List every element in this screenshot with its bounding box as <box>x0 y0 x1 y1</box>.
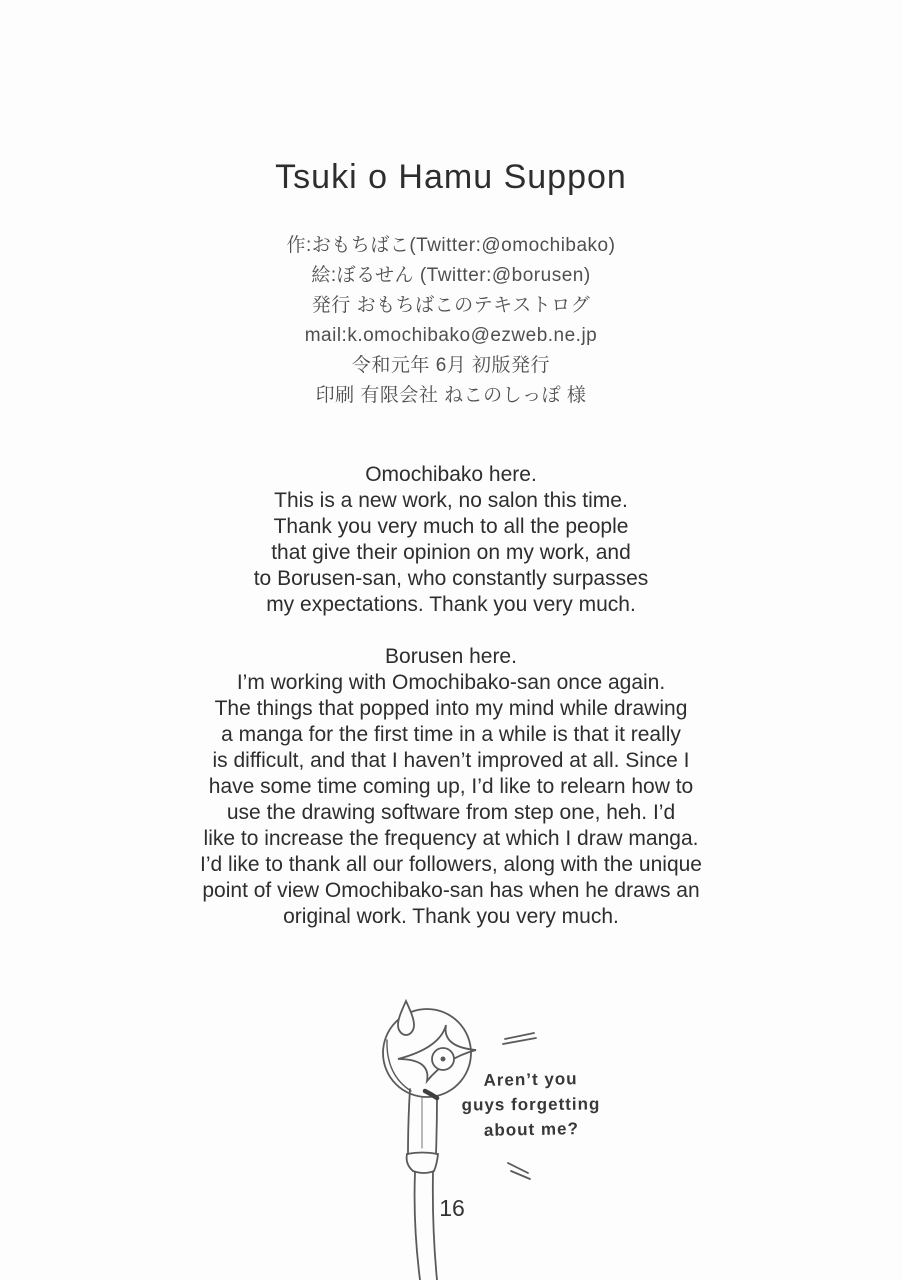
credit-line-artist: 絵:ぼるせん (Twitter:@borusen) <box>311 265 591 286</box>
credit-line-mail: mail:k.omochibako@ezweb.ne.jp <box>304 325 598 346</box>
speech-line: guys forgetting <box>461 1094 601 1115</box>
text-line: original work. Thank you very much. <box>283 905 619 928</box>
afterword-borusen <box>0 644 902 930</box>
text-line: is difficult, and that I haven’t improved at all. Since I <box>212 749 690 772</box>
staff-neck <box>408 1089 437 1154</box>
text-line: This is a new work, no salon this time. <box>274 489 628 512</box>
text-line: The things that popped into my mind while drawing <box>214 697 688 720</box>
credit-line-author: 作:おもちばこ(Twitter:@omochibako) <box>286 235 616 256</box>
speech-note <box>445 1066 616 1144</box>
text-line: I’d like to thank all our followers, along with the unique <box>200 853 702 876</box>
afterword-omochibako <box>0 462 902 618</box>
speech-line: Aren’t you <box>483 1069 578 1090</box>
text-line: point of view Omochibako-san has when he draws an <box>202 879 700 902</box>
sweat-drop-icon <box>398 1001 414 1035</box>
text-line: have some time coming up, I’d like to relearn how to <box>208 775 694 798</box>
text-line: use the drawing software from step one, heh. I’d <box>226 801 676 824</box>
text-line: my expectations. Thank you very much. <box>266 593 636 616</box>
eye-icon <box>432 1048 454 1070</box>
text-line: Thank you very much to all the people <box>273 515 629 538</box>
credit-line-publisher: 発行 おもちばこのテキストログ <box>311 295 591 316</box>
text-line: a manga for the first time in a while is that it really <box>221 723 681 746</box>
publication-credits <box>0 231 902 411</box>
page-title: Tsuki o Hamu Suppon <box>275 158 627 196</box>
credit-line-printer: 印刷 有限会社 ねこのしっぽ 様 <box>315 385 587 406</box>
staff-pole <box>415 1172 437 1280</box>
staff-collar <box>407 1153 438 1174</box>
text-line: Borusen here. <box>385 645 517 668</box>
credit-line-edition: 令和元年 6月 初版発行 <box>351 355 551 376</box>
speech-line: about me? <box>483 1119 580 1140</box>
text-line: Omochibako here. <box>365 463 537 486</box>
text-line: like to increase the frequency at which I draw manga. <box>203 827 699 850</box>
text-line: to Borusen-san, who constantly surpasses <box>253 567 649 590</box>
text-line: I’m working with Omochibako-san once again. <box>236 671 666 694</box>
page-number: 16 <box>439 1195 465 1221</box>
text-line: that give their opinion on my work, and <box>271 541 631 564</box>
